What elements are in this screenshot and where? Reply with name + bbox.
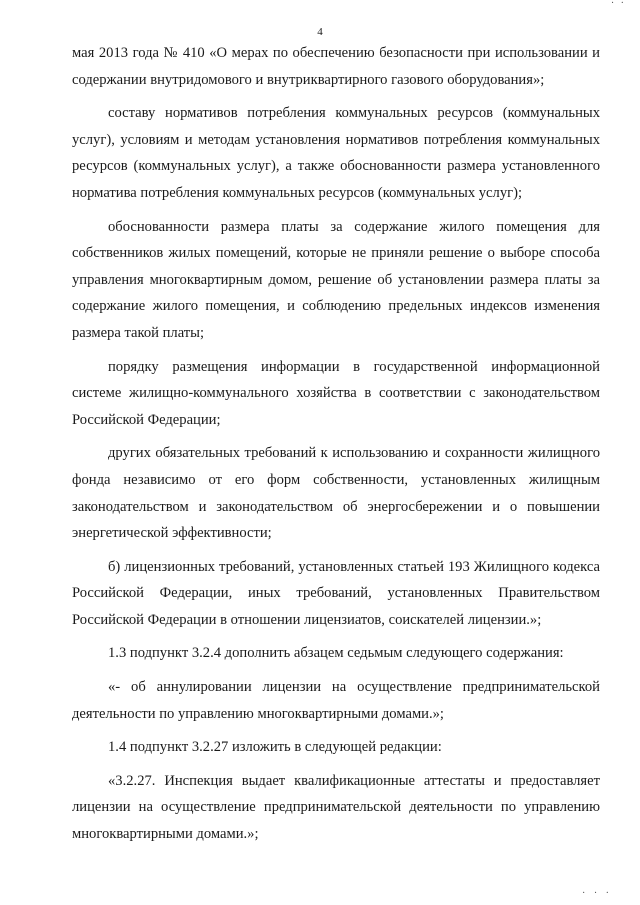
paragraph-gis-housing: порядку размещения информации в государственной информационной системе жилищно-коммунального хозяйства в соответствии с законодательством Российской Федерации; <box>72 358 600 428</box>
document-body <box>72 40 600 848</box>
paragraph-item-1-4: 1.4 подпункт 3.2.27 изложить в следующей редакции: <box>108 739 442 756</box>
paragraph-item-1-3: 1.3 подпункт 3.2.4 дополнить абзацем седьмым следующего содержания: <box>108 645 564 662</box>
paragraph-housing-fund: других обязательных требований к использованию и сохранности жилищного фонда независимо от его форм собственности, установленных жилищным законодательством и законодательством об энергосбережении и о повышении энергетической эффективности; <box>72 445 600 542</box>
paragraph-consumption-norms: составу нормативов потребления коммунальных ресурсов (коммунальных услуг), условиям и методам установления нормативов потребления коммунальных ресурсов (коммунальных услуг), а также обоснованности размера установленного норматива потребления коммунальных ресурсов (коммунальных услуг); <box>72 105 600 201</box>
paragraph-continuation: мая 2013 года № 410 «О мерах по обеспечению безопасности при использовании и содержании внутридомового и внутриквартирного газового оборудования»; <box>72 45 600 88</box>
paragraph-license-annulment: «- об аннулировании лицензии на осуществление предпринимательской деятельности по управлению многоквартирными домами.»; <box>72 679 600 722</box>
paragraph-item-3-2-27: «3.2.27. Инспекция выдает квалификационные аттестаты и предоставляет лицензии на осуществление предпринимательской деятельности по управлению многоквартирными домами.»; <box>72 772 600 843</box>
paragraph-license-requirements: б) лицензионных требований, установленных статьей 193 Жилищного кодекса Российской Федерации, иных требований, установленных Правительством Российской Федерации в отношении лицензиатов, соискателей лицензии.»; <box>72 558 600 628</box>
page-number: 4 <box>317 26 323 38</box>
scan-corner-mark-bottom: · · · <box>582 888 612 899</box>
paragraph-maintenance-fee: обоснованности размера платы за содержание жилого помещения для собственников жилых помещений, которые не приняли решение о выборе способа управления многоквартирным домом, решение об установлении размера платы за содержание жилого помещения, и соблюдению предельных индексов изменения размера такой платы; <box>72 218 600 341</box>
scan-corner-mark: · · <box>610 0 626 9</box>
